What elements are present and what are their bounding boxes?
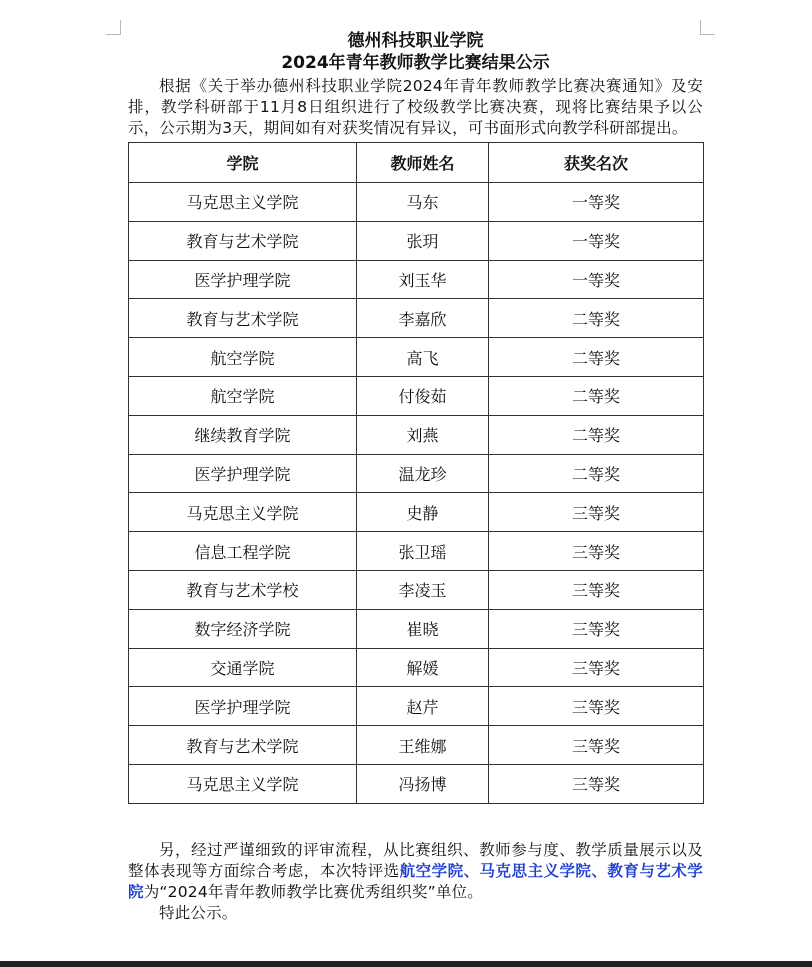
cell-teacher-name: 解媛 — [357, 648, 489, 687]
cell-teacher-name: 刘玉华 — [357, 260, 489, 299]
bottom-bar — [0, 961, 812, 967]
cell-college: 教育与艺术学院 — [129, 221, 357, 260]
table-row — [129, 726, 704, 765]
table-row — [129, 376, 704, 415]
cell-award-rank: 三等奖 — [489, 609, 704, 648]
results-table-body — [129, 183, 704, 804]
cell-award-rank: 一等奖 — [489, 260, 704, 299]
cell-award-rank: 三等奖 — [489, 648, 704, 687]
cell-teacher-name: 李凌玉 — [357, 570, 489, 609]
table-row — [129, 609, 704, 648]
cell-award-rank: 三等奖 — [489, 532, 704, 571]
cell-college: 医学护理学院 — [129, 687, 357, 726]
results-table — [128, 142, 704, 804]
cell-teacher-name: 刘燕 — [357, 415, 489, 454]
cell-award-rank: 二等奖 — [489, 376, 704, 415]
cell-teacher-name: 张玥 — [357, 221, 489, 260]
table-row — [129, 648, 704, 687]
document-title-institution: 德州科技职业学院 — [347, 31, 484, 51]
cell-teacher-name: 温龙珍 — [357, 454, 489, 493]
intro-paragraph: 根据《关于举办德州科技职业学院2024年青年教师教学比赛决赛通知》及安排，教学科研部于11月8日组织进行了校级教学比赛决赛，现将比赛结果予以公示，公示期为3天，期间如有对获奖情况有异议，可书面形式向教学科研部提出。 — [128, 77, 703, 137]
document-title-announcement: 2024年青年教师教学比赛结果公示 — [281, 53, 550, 73]
footer-section — [128, 840, 703, 924]
cell-award-rank: 二等奖 — [489, 299, 704, 338]
cell-award-rank: 三等奖 — [489, 726, 704, 765]
cell-college: 教育与艺术学校 — [129, 570, 357, 609]
cell-award-rank: 三等奖 — [489, 570, 704, 609]
cell-college: 马克思主义学院 — [129, 764, 357, 803]
cell-college: 教育与艺术学院 — [129, 726, 357, 765]
cell-college: 数字经济学院 — [129, 609, 357, 648]
document-page — [128, 30, 703, 924]
cell-award-rank: 一等奖 — [489, 221, 704, 260]
footer-highlight-colleges: 航空学院、马克思主义学院、教育与艺术学院 — [128, 861, 703, 901]
cell-teacher-name: 赵芹 — [357, 687, 489, 726]
table-row — [129, 687, 704, 726]
cell-college: 继续教育学院 — [129, 415, 357, 454]
closing-line: 特此公示。 — [159, 903, 238, 922]
cell-award-rank: 三等奖 — [489, 493, 704, 532]
table-row — [129, 415, 704, 454]
cell-college: 航空学院 — [129, 338, 357, 377]
header-college: 学院 — [129, 143, 357, 183]
header-award-rank: 获奖名次 — [489, 143, 704, 183]
cell-award-rank: 二等奖 — [489, 415, 704, 454]
table-row — [129, 338, 704, 377]
table-row — [129, 764, 704, 803]
table-row — [129, 221, 704, 260]
table-row — [129, 493, 704, 532]
table-row — [129, 183, 704, 222]
cell-college: 交通学院 — [129, 648, 357, 687]
cell-award-rank: 三等奖 — [489, 764, 704, 803]
cell-award-rank: 二等奖 — [489, 454, 704, 493]
table-header-row — [129, 143, 704, 183]
table-row — [129, 454, 704, 493]
cell-college: 教育与艺术学院 — [129, 299, 357, 338]
table-row — [129, 570, 704, 609]
table-row — [129, 299, 704, 338]
cell-college: 医学护理学院 — [129, 454, 357, 493]
cell-teacher-name: 王维娜 — [357, 726, 489, 765]
header-teacher-name: 教师姓名 — [357, 143, 489, 183]
cell-college: 航空学院 — [129, 376, 357, 415]
footer-paragraph — [128, 840, 703, 903]
crop-mark-top-left — [106, 20, 121, 35]
cell-teacher-name: 冯扬博 — [357, 764, 489, 803]
cell-award-rank: 三等奖 — [489, 687, 704, 726]
table-row — [129, 260, 704, 299]
cell-college: 医学护理学院 — [129, 260, 357, 299]
cell-college: 马克思主义学院 — [129, 183, 357, 222]
cell-college: 信息工程学院 — [129, 532, 357, 571]
footer-text-before: 另，经过严谨细致的评审流程，从比赛组织、教师参与度、教学质量展示以及整体表现等方面综合考虑，本次特评选 — [128, 840, 703, 880]
cell-teacher-name: 张卫瑶 — [357, 532, 489, 571]
table-row — [129, 532, 704, 571]
cell-teacher-name: 李嘉欣 — [357, 299, 489, 338]
cell-teacher-name: 付俊茹 — [357, 376, 489, 415]
cell-teacher-name: 崔晓 — [357, 609, 489, 648]
cell-award-rank: 二等奖 — [489, 338, 704, 377]
footer-text-after: 为“2024年青年教师教学比赛优秀组织奖”单位。 — [143, 882, 484, 901]
cell-teacher-name: 高飞 — [357, 338, 489, 377]
cell-college: 马克思主义学院 — [129, 493, 357, 532]
cell-teacher-name: 马东 — [357, 183, 489, 222]
cell-teacher-name: 史静 — [357, 493, 489, 532]
cell-award-rank: 一等奖 — [489, 183, 704, 222]
